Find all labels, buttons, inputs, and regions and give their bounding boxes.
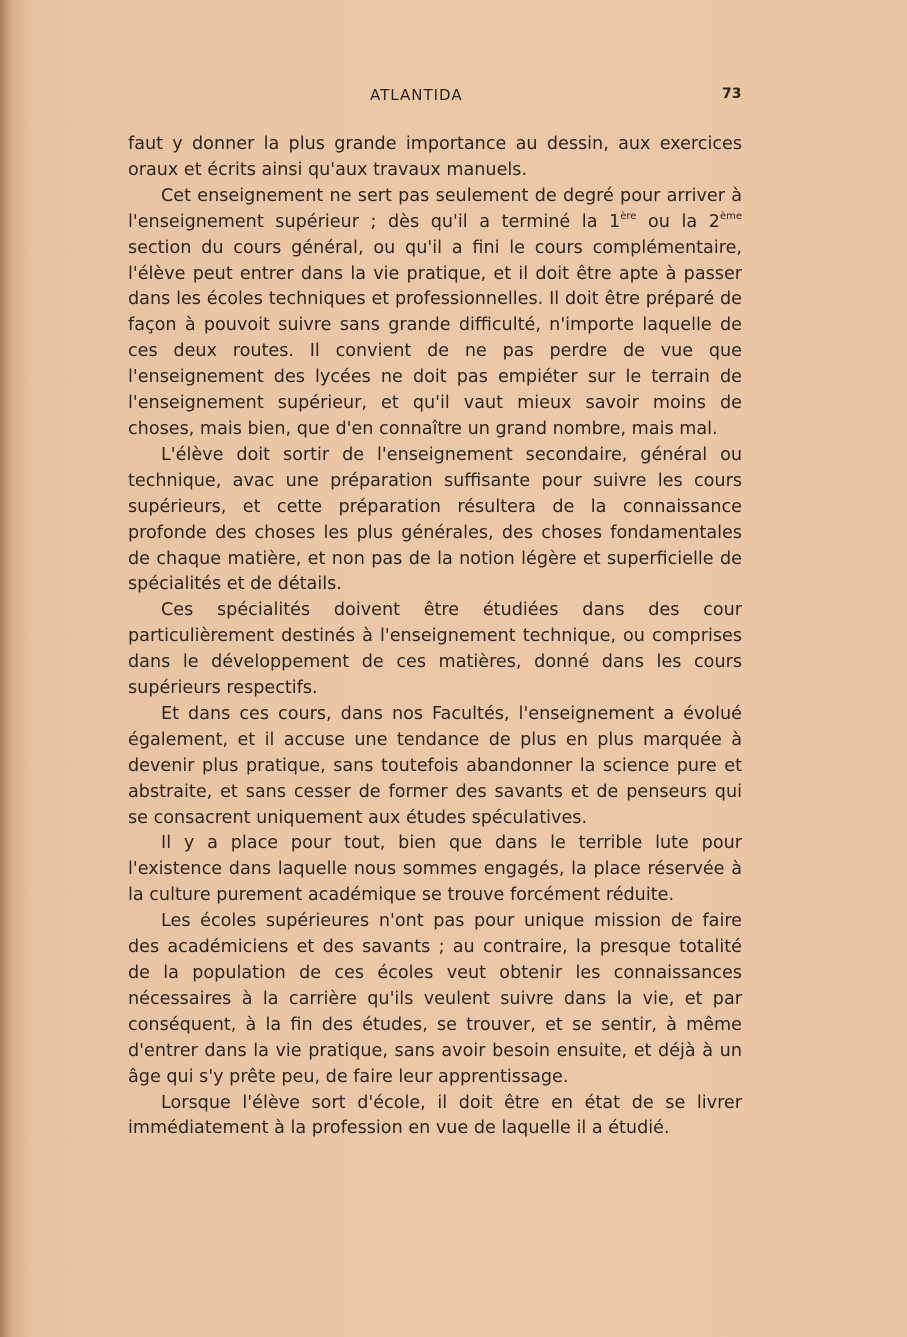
- running-title: ATLANTIDA: [370, 86, 463, 104]
- paragraph-2-part-b: ou la 2: [636, 211, 720, 232]
- page-number: 73: [722, 86, 742, 102]
- superscript-eme: ème: [719, 210, 742, 222]
- paragraph-2-part-a: Cet enseignement ne sert pas seulement de degré pour arriver à l'enseignement supérieur ; dès qu'il a terminé la 1: [128, 185, 742, 232]
- paragraph-1: faut y donner la plus grande importance au dessin, aux exercices oraux et écrits ainsi qu'aux travaux manuels.: [128, 134, 742, 180]
- superscript-ere: ère: [620, 210, 637, 222]
- paragraph-8: Lorsque l'élève sort d'école, il doit être en état de se livrer immédiatement à la profession en vue de laquelle il a étudié.: [128, 1092, 742, 1139]
- paragraph-4: Ces spécialités doivent être étudiées dans des cour particulièrement destinés à l'enseignement technique, ou comprises dans le développement de ces matières, donné dans les cours supérieurs respectifs.: [128, 600, 742, 699]
- paragraph-5: Et dans ces cours, dans nos Facultés, l'enseignement a évolué également, et il accuse une tendance de plus en plus marquée à devenir plus pratique, sans toutefois abandonner la science pure et abstraite, et sans cesser de former des savants et de penseurs qui se consacrent uniquement aux études spéculatives.: [128, 703, 742, 828]
- paragraph-6: Il y a place pour tout, bien que dans le terrible lute pour l'existence dans laquelle nous sommes engagés, la place réservée à la culture purement académique se trouve forcément réduite.: [128, 833, 742, 906]
- paragraph-3: L'élève doit sortir de l'enseignement secondaire, général ou technique, avac une préparation suffisante pour suivre les cours supérieurs, et cette préparation résultera de la connaissance profonde des choses les plus générales, des choses fondamentales de chaque matière, et non pas de la notion légère et superficielle de spécialités et de détails.: [128, 444, 742, 595]
- paragraph-7: Les écoles supérieures n'ont pas pour unique mission de faire des académiciens et des savants ; au contraire, la presque totalité de la population de ces écoles veut obtenir les connaissances nécessaires à la carrière qu'ils veulent suivre dans la vie, et par conséquent, à la fin des études, se trouver, et se sentir, à même d'entrer dans la vie pratique, sans avoir besoin ensuite, et déjà à un âge qui s'y prête peu, de faire leur apprentissage.: [128, 911, 742, 1087]
- body-text: [128, 132, 742, 1142]
- page-edge-shadow: [0, 0, 10, 1337]
- paragraph-2: [128, 184, 742, 443]
- paragraph-2-part-c: section du cours général, ou qu'il a fini le cours complémentaire, l'élève peut entrer dans la vie pratique, et il doit être apte à passer dans les écoles techniques et professionnelles. Il doit être préparé de façon à pouvoit suivre sans grande difficulté, n'importe laquelle de ces deux routes. Il convient de ne pas perdre de vue que l'enseignement des lycées ne doit pas empiéter sur le terrain de l'enseignement supérieur, et qu'il vaut mieux savoir moins de choses, mais bien, que d'en connaître un grand nombre, mais mal.: [128, 237, 742, 439]
- page-header: [0, 86, 907, 112]
